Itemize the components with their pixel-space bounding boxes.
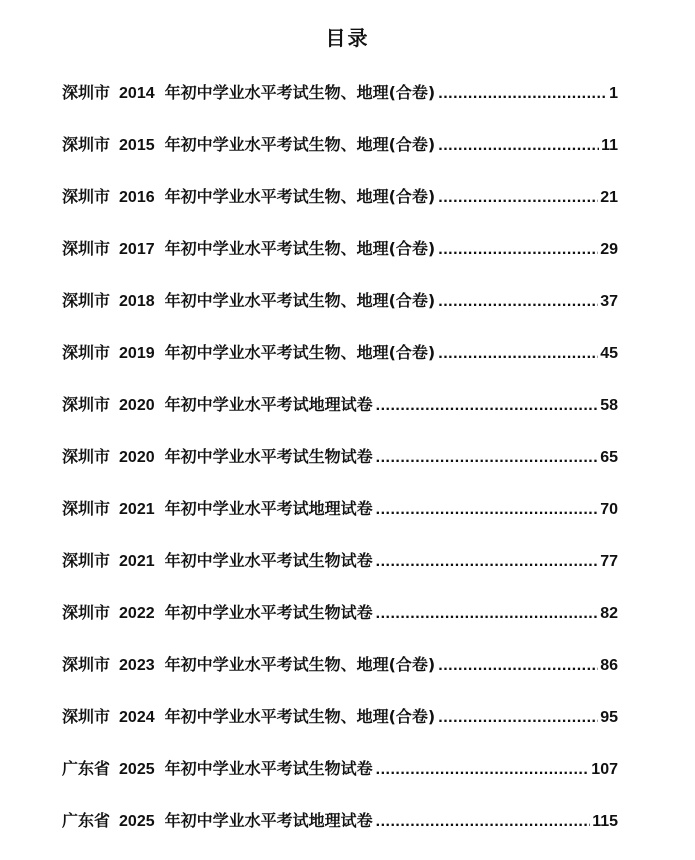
toc-entry[interactable] [62,756,618,808]
toc-year: 2023 [119,657,155,674]
toc-region: 深圳市 [62,707,111,726]
toc-year: 2016 [119,189,155,206]
toc-dot-leader [376,813,591,831]
toc-entry[interactable] [62,288,618,340]
toc-entry[interactable] [62,600,618,652]
toc-page-number: 70 [600,501,618,518]
toc-dot-leader [376,397,599,415]
toc-region: 深圳市 [62,603,111,622]
toc-dot-leader [376,501,599,519]
toc-entry[interactable] [62,808,618,860]
toc-year: 2020 [119,449,155,466]
toc-exam-name: 年初中学业水平考试生物、地理(合卷) [164,187,436,206]
toc-region: 深圳市 [62,551,111,570]
toc-dot-leader [376,761,590,779]
toc-exam-name: 年初中学业水平考试生物试卷 [164,759,373,778]
toc-dot-leader [438,345,598,363]
table-of-contents [62,80,618,860]
toc-region: 广东省 [62,759,111,778]
toc-region: 深圳市 [62,655,111,674]
toc-page-number: 86 [600,657,618,674]
toc-page-number: 95 [600,709,618,726]
toc-exam-name: 年初中学业水平考试生物试卷 [164,603,373,622]
toc-year: 2025 [119,761,155,778]
toc-page-number: 11 [601,137,618,154]
toc-dot-leader [438,293,598,311]
toc-region: 深圳市 [62,447,111,466]
toc-page-number: 45 [600,345,618,362]
toc-page-number: 29 [600,241,618,258]
toc-year: 2017 [119,241,155,258]
toc-entry[interactable] [62,652,618,704]
toc-region: 深圳市 [62,187,111,206]
toc-exam-name: 年初中学业水平考试地理试卷 [164,811,373,830]
toc-entry[interactable] [62,184,618,236]
toc-page-number: 115 [592,813,618,830]
toc-exam-name: 年初中学业水平考试生物试卷 [164,447,373,466]
toc-dot-leader [376,449,599,467]
toc-exam-name: 年初中学业水平考试生物、地理(合卷) [164,83,436,102]
toc-year: 2024 [119,709,155,726]
toc-entry[interactable] [62,236,618,288]
toc-page-number: 107 [591,761,618,778]
toc-region: 深圳市 [62,343,111,362]
toc-year: 2015 [119,137,155,154]
toc-exam-name: 年初中学业水平考试生物、地理(合卷) [164,135,436,154]
toc-region: 深圳市 [62,499,111,518]
toc-exam-name: 年初中学业水平考试地理试卷 [164,499,373,518]
toc-region: 深圳市 [62,135,111,154]
toc-entry[interactable] [62,704,618,756]
toc-dot-leader [376,553,599,571]
toc-exam-name: 年初中学业水平考试生物、地理(合卷) [164,343,436,362]
toc-entry[interactable] [62,548,618,600]
toc-exam-name: 年初中学业水平考试生物、地理(合卷) [164,291,436,310]
toc-year: 2025 [119,813,155,830]
toc-dot-leader [438,657,598,675]
toc-exam-name: 年初中学业水平考试生物、地理(合卷) [164,655,436,674]
toc-dot-leader [438,137,599,155]
toc-year: 2021 [119,501,155,518]
toc-year: 2022 [119,605,155,622]
toc-region: 深圳市 [62,395,111,414]
toc-exam-name: 年初中学业水平考试生物、地理(合卷) [164,239,436,258]
toc-dot-leader [438,189,598,207]
toc-page-number: 65 [600,449,618,466]
toc-page-number: 82 [600,605,618,622]
toc-page-number: 77 [600,553,618,570]
toc-region: 深圳市 [62,291,111,310]
toc-page-number: 21 [600,189,618,206]
toc-entry[interactable] [62,444,618,496]
toc-year: 2019 [119,345,155,362]
toc-entry[interactable] [62,132,618,184]
toc-page-number: 1 [609,85,618,102]
toc-dot-leader [438,709,598,727]
toc-page-number: 58 [600,397,618,414]
toc-year: 2014 [119,85,155,102]
toc-dot-leader [438,85,607,103]
toc-entry[interactable] [62,340,618,392]
toc-region: 深圳市 [62,239,111,258]
toc-year: 2018 [119,293,155,310]
toc-entry[interactable] [62,496,618,548]
toc-region: 深圳市 [62,83,111,102]
toc-dot-leader [376,605,599,623]
toc-exam-name: 年初中学业水平考试生物、地理(合卷) [164,707,436,726]
toc-exam-name: 年初中学业水平考试生物试卷 [164,551,373,570]
toc-region: 广东省 [62,811,111,830]
toc-year: 2020 [119,397,155,414]
toc-year: 2021 [119,553,155,570]
toc-dot-leader [438,241,598,259]
page-title: 目录 [325,26,370,50]
toc-entry[interactable] [62,392,618,444]
toc-entry[interactable] [62,80,618,132]
toc-exam-name: 年初中学业水平考试地理试卷 [164,395,373,414]
toc-page-number: 37 [600,293,618,310]
